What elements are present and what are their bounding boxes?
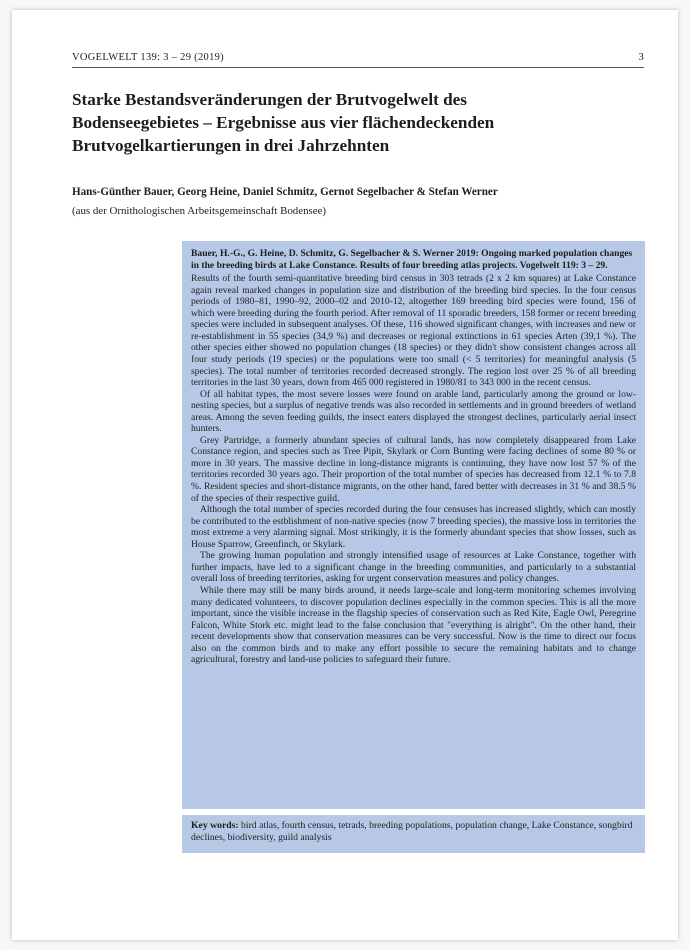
abstract-paragraph: Grey Partridge, a formerly abundant species of cultural lands, has now completely disappeared from Lake Constance region, and species such as Tree Pipit, Skylark or Corn Bunting were facing declines of some 80 % or more in 30 years. The massive decline in long-distance migrants is continuing, they have now lost 57 % of the territories recorded 30 years ago. Their proportion of the total number of species has decreased from 12.1 % to 7.8 %. Resident species and short-distance migrants, on the other hand, fared better with decreases in 31 % and 38.5 % of the species of their respective guild.	[191, 434, 636, 504]
abstract-paragraph: Of all habitat types, the most severe losses were found on arable land, particularly among the ground or low-nesting species, but a surplus of negative trends was also recorded in settlements and in ground breeders of wetland areas. Among the seven feeding guilds, the insect eaters displayed the strongest declines, particularly aerial insect hunters.	[191, 388, 636, 435]
keywords-text: bird atlas, fourth census, tetrads, breeding populations, population change, Lake Constance, songbird declines, biodiversity, guild analysis	[191, 820, 633, 843]
abstract-paragraph: The growing human population and strongly intensified usage of resources at Lake Constance, together with further impacts, have led to a significant change in the breeding communities, and particularly to a substantial overall loss of breeding territories, asking for urgent conservation measures and policy changes.	[191, 550, 636, 585]
keywords-box	[182, 815, 645, 853]
author-list: Hans-Günther Bauer, Georg Heine, Daniel Schmitz, Gernot Segelbacher & Stefan Werner	[72, 186, 498, 198]
page-number: 3	[638, 52, 644, 63]
article-title: Starke Bestandsveränderungen der Brutvogelwelt des Bodenseegebietes – Ergebnisse aus vier flächendeckenden Brutvogelkartierungen in drei Jahrzehnten	[72, 90, 495, 155]
abstract-box	[182, 241, 645, 809]
running-header	[72, 52, 644, 68]
abstract-paragraph: Results of the fourth semi-quantitative breeding bird census in 303 tetrads (2 x 2 km squares) at Lake Constance again reveal marked changes in population size and distribution of the breeding bird species. In the four census periods of 1980–81, 1990–92, 2000–02 and 2010-12, altogether 169 breeding bird species were found, 156 of which were breeding during the fourth period. After removal of 11 sporadic breeders, 158 former or recent breeding species were included in subsequent analyses. Of these, 116 showed significant changes, with increases and new or re-establishment in 55 species (34,9 %) and decreases or regional extinctions in 61 species Arten (39,1 %). The other species either showed no population changes (18 species) or they didn't show consistent changes across all four study periods (19 species) or the populations were too small (< 5 territories) for meaningful analysis (5 species). The total number of territories recorded decreased strongly. The region lost over 25 % of all breeding territories in the last 30 years, down from 465 000 registered in 1980/81 to 343 000 in the recent census.	[191, 273, 636, 389]
journal-citation-header: VOGELWELT 139: 3 – 29 (2019)	[72, 52, 224, 63]
abstract-paragraph: Although the total number of species recorded during the four censuses has increased slightly, which can mostly be contributed to the estblishment of non-native species (now 7 breeding species), the massive loss in territories the most extreme a very alarming signal. Most strikingly, it is the formerly abundant species that show losses, such as House Sparrow, Greenfinch, or Skylark.	[191, 504, 636, 550]
keywords-label: Key words:	[191, 820, 239, 831]
author-affiliation: (aus der Ornithologischen Arbeitsgemeinschaft Bodensee)	[72, 205, 327, 217]
journal-page	[12, 10, 678, 940]
abstract-citation: Bauer, H.-G., G. Heine, D. Schmitz, G. Segelbacher & S. Werner 2019: Ongoing marked population changes in the breeding birds at Lake Constance. Results of four breeding atlas projects. Vogelwelt 119: 3 – 29.	[191, 248, 633, 271]
abstract-paragraph: While there may still be many birds around, it needs large-scale and long-term monitoring schemes involving many dedicated volunteers, to discover population declines especially in the common species. This is all the more important, since the visible increase in the flagship species of conservation such as Red Kite, Eagle Owl, Peregrine Falcon, White Stork etc. might lead to the false conclusion that "everything is alright". On the other hand, their recent developments show that conservation measures can be very successful. Now is the time to direct our focus also on the common birds and to make any effort possible to secure the remaining habitats and to change agricultural, forestry and land-use policies to safeguard their future.	[191, 584, 636, 666]
